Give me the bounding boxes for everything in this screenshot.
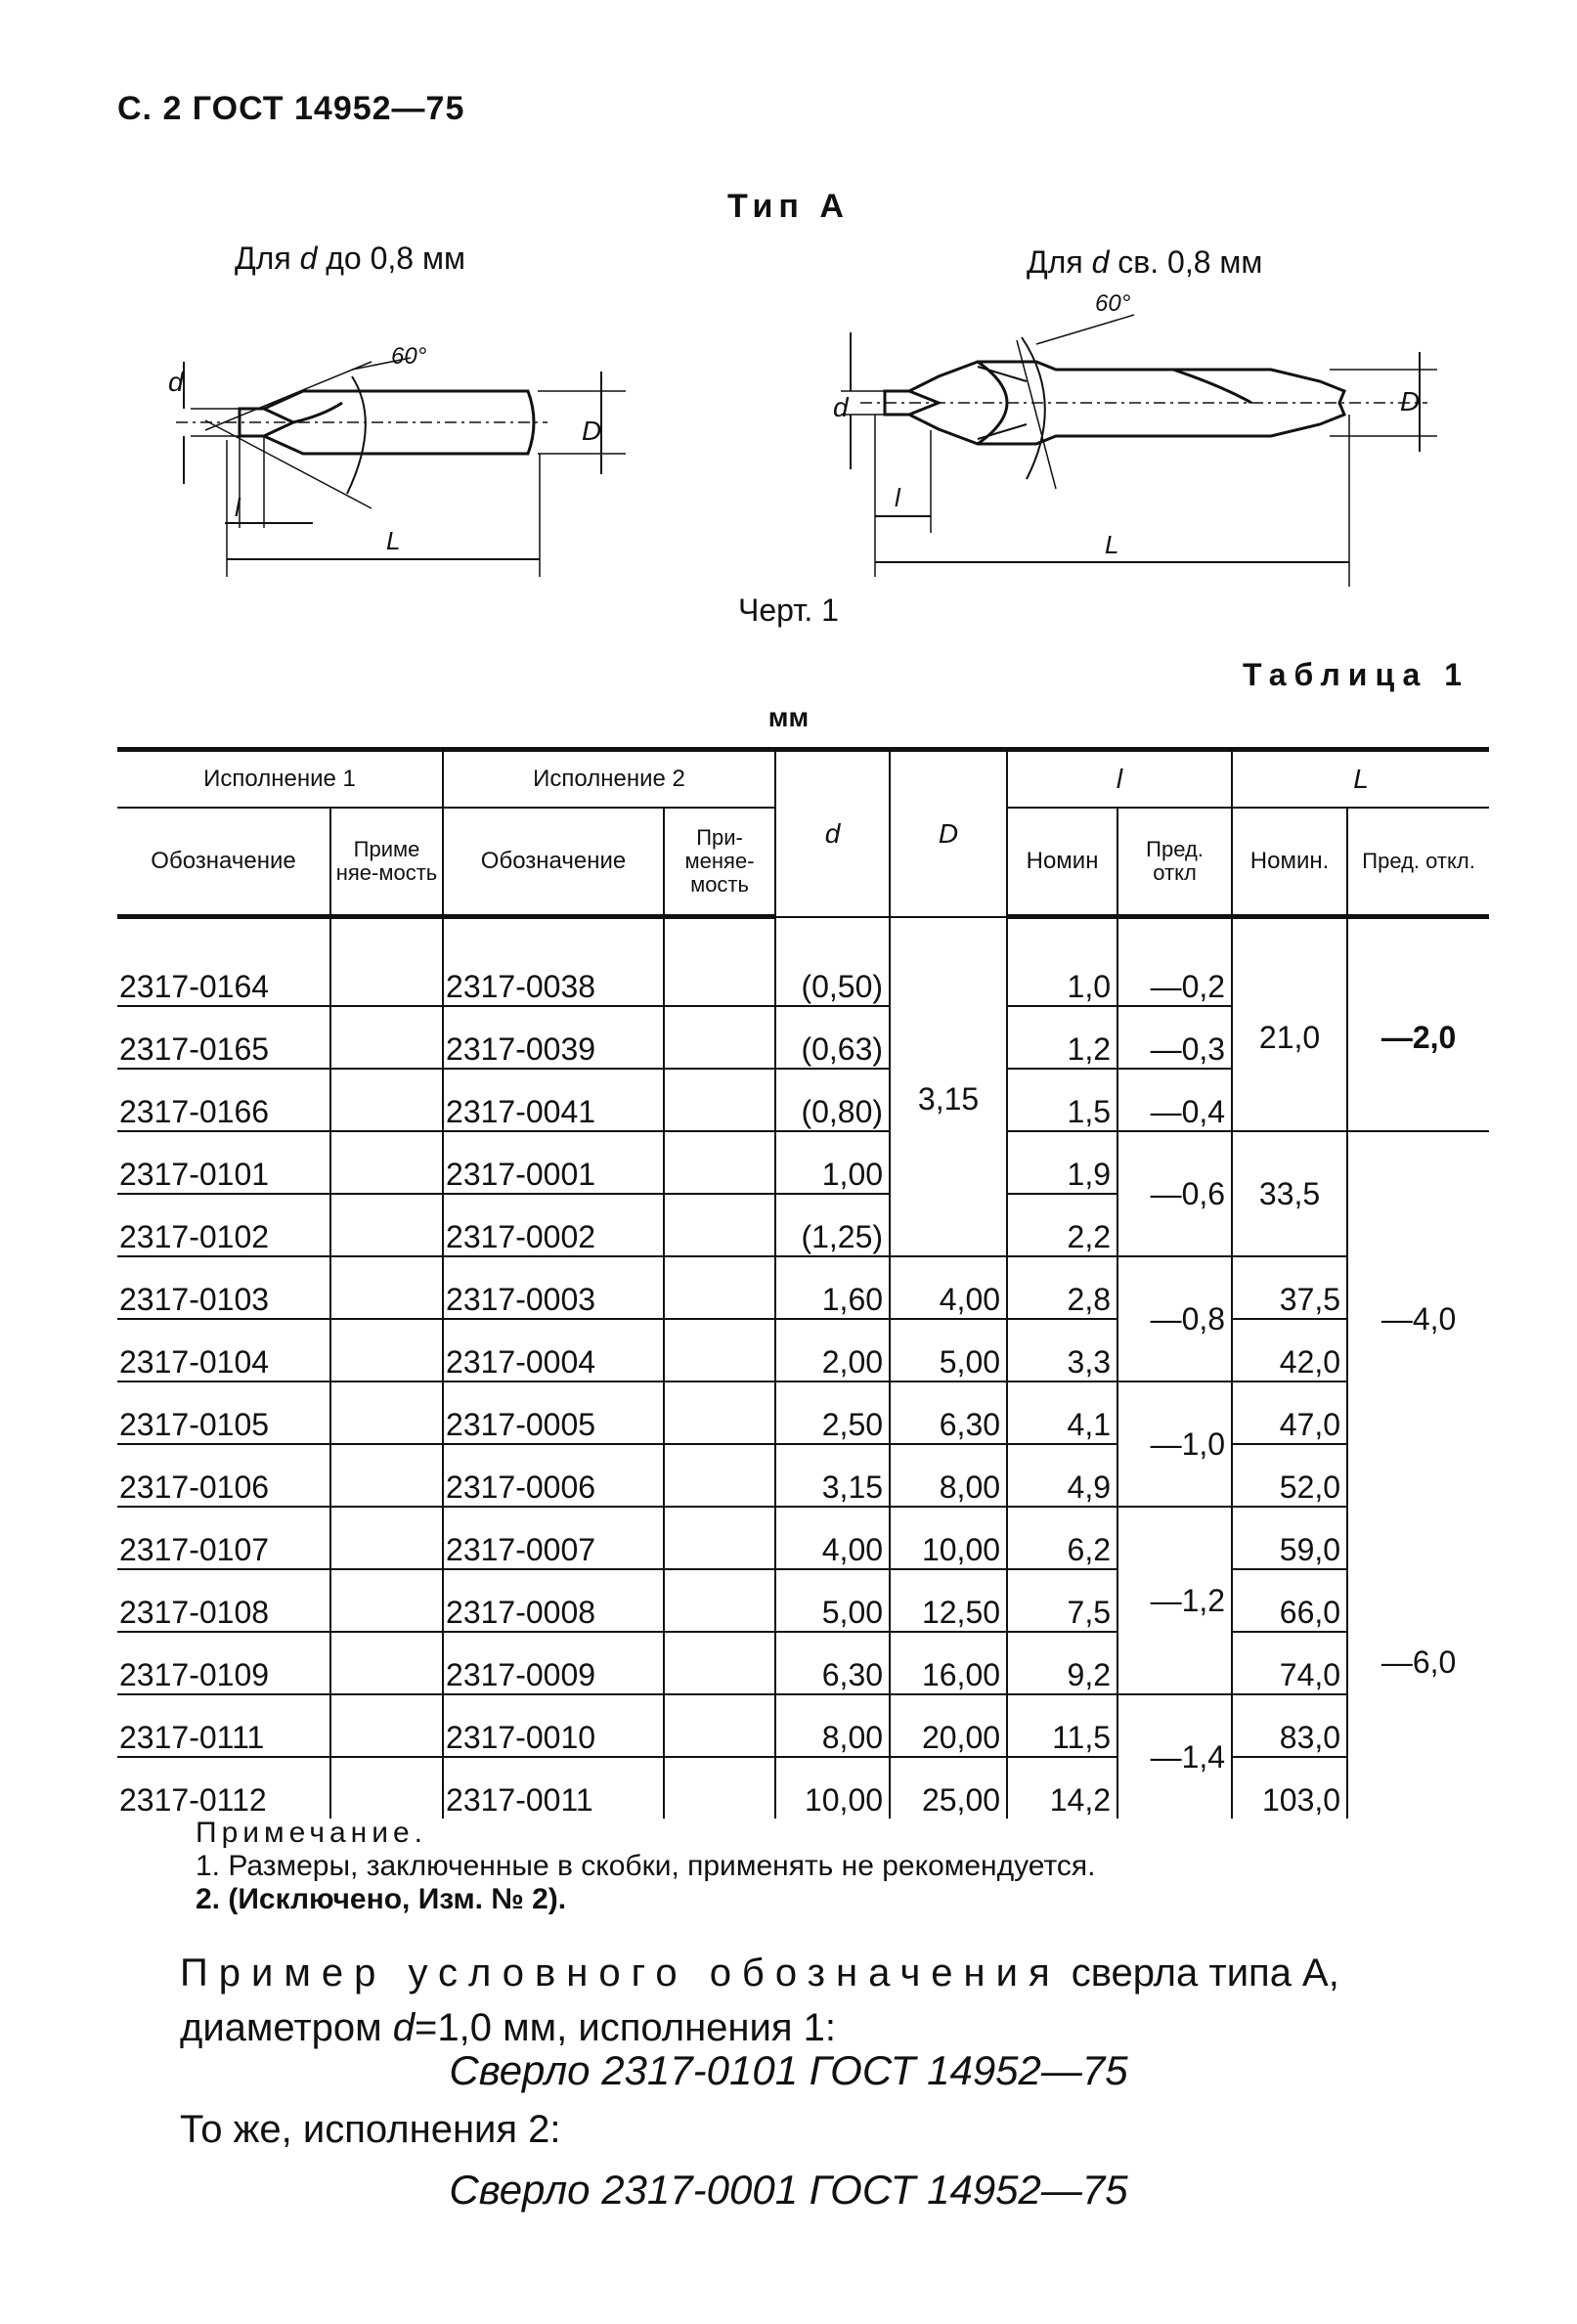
cell-code2: 2317-0003: [443, 1256, 664, 1319]
cell-L-nom-merged: 33,5: [1232, 1131, 1347, 1256]
figure-right-caption: Для d св. 0,8 мм: [1027, 244, 1263, 280]
col-l-nom: Номин: [1007, 808, 1117, 917]
cell-primenyaemost1: [330, 917, 443, 1007]
table-row: [117, 1632, 1489, 1694]
cell-primenyaemost2: [664, 1569, 775, 1632]
cell-L-dev-merged: —6,0: [1347, 1507, 1489, 1819]
cell-code2: 2317-0041: [443, 1069, 664, 1131]
cell-d: (0,80): [775, 1069, 890, 1131]
cell-l-nom: 4,9: [1007, 1444, 1117, 1507]
cell-primenyaemost2: [664, 1256, 775, 1319]
cell-primenyaemost2: [664, 1194, 775, 1256]
cell-code1: 2317-0164: [117, 917, 330, 1007]
angle-label-right: 60°: [1095, 290, 1131, 317]
note-1: 1. Размеры, заключенные в скобки, применять не рекомендуется.: [196, 1850, 1096, 1882]
cell-L-nom: 103,0: [1232, 1757, 1347, 1819]
col-group-ispolnenie-2: Исполнение 2: [443, 750, 775, 809]
example-line-2: То же, исполнения 2:: [180, 2108, 561, 2151]
cell-code1: 2317-0105: [117, 1381, 330, 1444]
cell-l-nom: 7,5: [1007, 1569, 1117, 1632]
figure-left-caption: Для d до 0,8 мм: [235, 241, 465, 276]
cell-primenyaemost1: [330, 1131, 443, 1194]
col-l-otkl: Пред. откл: [1117, 808, 1232, 917]
cell-code1: 2317-0106: [117, 1444, 330, 1507]
cell-L-nom: 66,0: [1232, 1569, 1347, 1632]
cell-D: 12,50: [890, 1569, 1007, 1632]
cell-code1: 2317-0108: [117, 1569, 330, 1632]
col-L-nom: Номин.: [1232, 808, 1347, 917]
cell-l-nom: 2,2: [1007, 1194, 1117, 1256]
cell-code2: 2317-0009: [443, 1632, 664, 1694]
cell-code1: 2317-0107: [117, 1507, 330, 1569]
cell-L-nom: 42,0: [1232, 1319, 1347, 1381]
cell-primenyaemost1: [330, 1069, 443, 1131]
cell-L-dev-merged: —4,0: [1347, 1131, 1489, 1507]
table-row: [117, 1444, 1489, 1507]
table-row: [117, 1757, 1489, 1819]
d-label-right: d: [833, 392, 849, 422]
cell-l-nom: 11,5: [1007, 1694, 1117, 1757]
cell-L-dev-merged: —2,0: [1347, 917, 1489, 1132]
cell-primenyaemost1: [330, 1319, 443, 1381]
cell-d: 1,60: [775, 1256, 890, 1319]
table-row: [117, 1131, 1489, 1194]
cell-primenyaemost1: [330, 1256, 443, 1319]
cell-d: 3,15: [775, 1444, 890, 1507]
cell-d: 2,00: [775, 1319, 890, 1381]
cell-code1: 2317-0165: [117, 1006, 330, 1069]
cell-d: 4,00: [775, 1507, 890, 1569]
drill-drawings: [0, 0, 1577, 606]
col-group-ispolnenie-1: Исполнение 1: [117, 750, 443, 809]
cell-l-dev-merged: —0,8: [1117, 1256, 1232, 1381]
cell-d: 8,00: [775, 1694, 890, 1757]
col-group-l: l: [1007, 750, 1232, 809]
cell-D-merged: 3,15: [890, 917, 1007, 1257]
cell-primenyaemost2: [664, 1444, 775, 1507]
col-oboznachenie-2: Обозначение: [443, 808, 664, 917]
table-row: [117, 1319, 1489, 1381]
cell-primenyaemost1: [330, 1757, 443, 1819]
cell-l-nom: 3,3: [1007, 1319, 1117, 1381]
cell-d: 2,50: [775, 1381, 890, 1444]
cell-primenyaemost1: [330, 1006, 443, 1069]
cell-primenyaemost1: [330, 1694, 443, 1757]
cell-L-nom: 47,0: [1232, 1381, 1347, 1444]
cell-code1: 2317-0103: [117, 1256, 330, 1319]
cell-primenyaemost1: [330, 1632, 443, 1694]
cell-l-dev: —0,3: [1117, 1006, 1232, 1069]
cell-code1: 2317-0109: [117, 1632, 330, 1694]
cell-l-nom: 14,2: [1007, 1757, 1117, 1819]
cell-d: (0,63): [775, 1006, 890, 1069]
cell-primenyaemost1: [330, 1444, 443, 1507]
cell-l-nom: 4,1: [1007, 1381, 1117, 1444]
cell-code2: 2317-0038: [443, 917, 664, 1007]
col-oboznachenie-1: Обозначение: [117, 808, 330, 917]
table-row: [117, 1694, 1489, 1757]
cell-primenyaemost2: [664, 917, 775, 1007]
cell-code2: 2317-0002: [443, 1194, 664, 1256]
cell-d: (1,25): [775, 1194, 890, 1256]
cell-primenyaemost2: [664, 1507, 775, 1569]
cell-l-dev-merged: —0,6: [1117, 1131, 1232, 1256]
table-title: Таблица 1: [1242, 657, 1469, 692]
cell-L-nom: 52,0: [1232, 1444, 1347, 1507]
cell-code2: 2317-0001: [443, 1131, 664, 1194]
cell-primenyaemost2: [664, 1319, 775, 1381]
cell-L-nom: 74,0: [1232, 1632, 1347, 1694]
cell-code1: 2317-0102: [117, 1194, 330, 1256]
cell-d: (0,50): [775, 917, 890, 1007]
page-header: С. 2 ГОСТ 14952—75: [117, 90, 465, 127]
cell-l-nom: 9,2: [1007, 1632, 1117, 1694]
drill-table: [117, 747, 1489, 1819]
example-paragraph: Пример условного обозначения сверла типа А, диаметром d=1,0 мм, исполнения 1:: [180, 1951, 1339, 2049]
cell-code2: 2317-0011: [443, 1757, 664, 1819]
cell-l-dev-merged: —1,4: [1117, 1694, 1232, 1819]
cell-code1: 2317-0101: [117, 1131, 330, 1194]
col-D: D: [890, 750, 1007, 917]
cell-D: 8,00: [890, 1444, 1007, 1507]
cell-l-dev-merged: —1,2: [1117, 1507, 1232, 1694]
type-title: Тип А: [727, 188, 850, 225]
cell-code1: 2317-0111: [117, 1694, 330, 1757]
cell-code2: 2317-0008: [443, 1569, 664, 1632]
cell-code1: 2317-0104: [117, 1319, 330, 1381]
note-2: 2. (Исключено, Изм. № 2).: [196, 1883, 567, 1915]
cell-l-dev: —0,2: [1117, 917, 1232, 1007]
table-row: [117, 1569, 1489, 1632]
cell-primenyaemost2: [664, 1006, 775, 1069]
cell-code2: 2317-0006: [443, 1444, 664, 1507]
table-row: [117, 1381, 1489, 1444]
cell-primenyaemost2: [664, 1757, 775, 1819]
col-L-otkl: Пред. откл.: [1347, 808, 1489, 917]
cell-d: 6,30: [775, 1632, 890, 1694]
cell-primenyaemost1: [330, 1194, 443, 1256]
cell-D: 20,00: [890, 1694, 1007, 1757]
cell-D: 10,00: [890, 1507, 1007, 1569]
table-group-header: [117, 750, 1489, 809]
D-label-right: D: [1400, 386, 1421, 417]
notes: [196, 1817, 1095, 1916]
figure-caption: Черт. 1: [738, 592, 839, 628]
col-primenyaemost-2: При-меняе-мость: [664, 808, 775, 917]
cell-D: 16,00: [890, 1632, 1007, 1694]
cell-primenyaemost2: [664, 1632, 775, 1694]
cell-code1: 2317-0112: [119, 1782, 267, 1818]
d-label-left: d: [168, 367, 184, 397]
l-label-right: l: [895, 483, 900, 512]
cell-l-nom: 1,9: [1007, 1131, 1117, 1194]
cell-l-nom: 1,0: [1007, 917, 1117, 1007]
L-label-left: L: [386, 526, 401, 555]
cell-code1: 2317-0166: [117, 1069, 330, 1131]
cell-l-nom: 6,2: [1007, 1507, 1117, 1569]
col-primenyaemost-1: Приме няе-мость: [330, 808, 443, 917]
angle-label-left: 60°: [391, 343, 427, 370]
cell-code2: 2317-0004: [443, 1319, 664, 1381]
cell-D: 5,00: [890, 1319, 1007, 1381]
drawing-large-drill: [841, 315, 1437, 587]
cell-L-nom-merged: 21,0: [1232, 917, 1347, 1132]
cell-l-nom: 1,5: [1007, 1069, 1117, 1131]
cell-L-nom: 83,0: [1232, 1694, 1347, 1757]
D-label-left: D: [582, 416, 602, 446]
cell-primenyaemost1: [330, 1569, 443, 1632]
example-designation-2: Сверло 2317-0001 ГОСТ 14952—75: [449, 2167, 1128, 2213]
table-row: [117, 1256, 1489, 1319]
drawing-small-drill: [176, 358, 626, 577]
cell-l-nom: 1,2: [1007, 1006, 1117, 1069]
cell-code2: 2317-0039: [443, 1006, 664, 1069]
cell-d: 5,00: [775, 1569, 890, 1632]
cell-l-nom: 2,8: [1007, 1256, 1117, 1319]
cell-primenyaemost2: [664, 1069, 775, 1131]
cell-l-dev-merged: —1,0: [1117, 1381, 1232, 1507]
cell-D: 25,00: [890, 1757, 1007, 1819]
cell-L-nom: 59,0: [1232, 1507, 1347, 1569]
L-label-right: L: [1105, 530, 1119, 559]
cell-l-dev: —0,4: [1117, 1069, 1232, 1131]
cell-primenyaemost2: [664, 1131, 775, 1194]
col-group-L: L: [1232, 750, 1489, 809]
cell-D: 6,30: [890, 1381, 1007, 1444]
col-d: d: [775, 750, 890, 917]
table-row: [117, 1507, 1489, 1569]
cell-primenyaemost2: [664, 1694, 775, 1757]
cell-d: 1,00: [775, 1131, 890, 1194]
cell-primenyaemost2: [664, 1381, 775, 1444]
cell-D: 4,00: [890, 1256, 1007, 1319]
cell-code2: 2317-0005: [443, 1381, 664, 1444]
l-label-left: l: [235, 493, 241, 522]
cell-d: 10,00: [775, 1757, 890, 1819]
table-row: [117, 917, 1489, 1007]
cell-primenyaemost1: [330, 1381, 443, 1444]
notes-title: Примечание.: [196, 1817, 427, 1849]
cell-primenyaemost1: [330, 1507, 443, 1569]
example-designation-1: Сверло 2317-0101 ГОСТ 14952—75: [449, 2047, 1128, 2093]
units-label: мм: [767, 702, 810, 732]
cell-code2: 2317-0010: [443, 1694, 664, 1757]
cell-code2: 2317-0007: [443, 1507, 664, 1569]
cell-L-nom: 37,5: [1232, 1256, 1347, 1319]
